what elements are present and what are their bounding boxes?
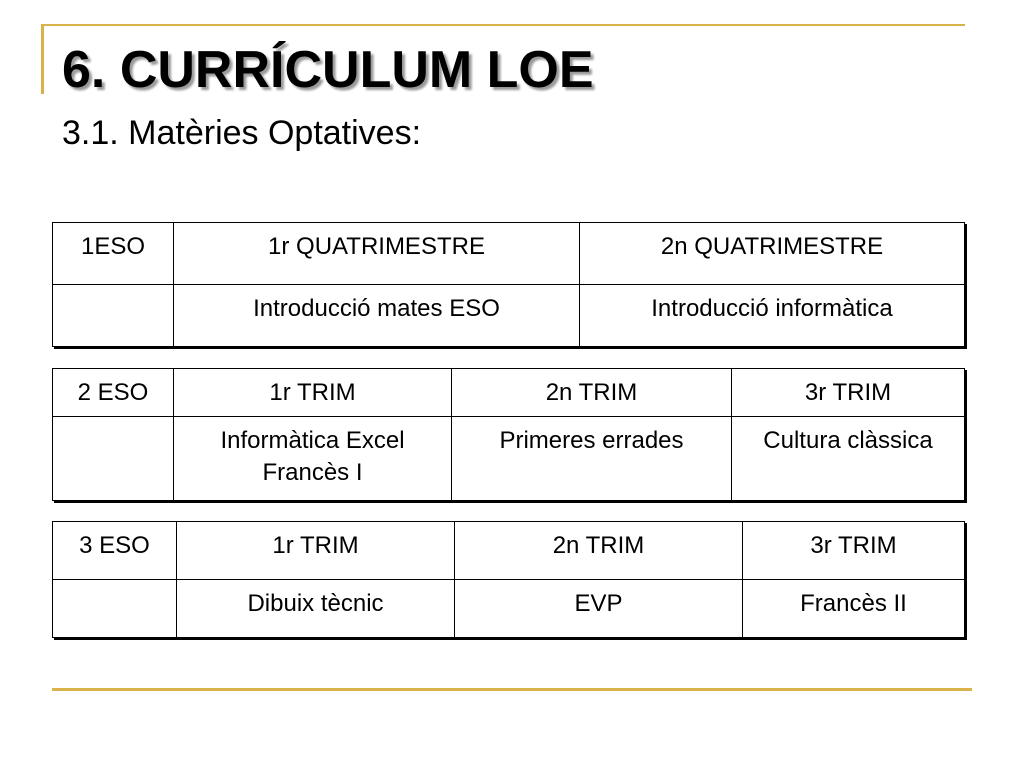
- table-cell-subject: Francès II: [743, 580, 965, 638]
- table-cell-subject: Introducció mates ESO: [174, 285, 580, 347]
- slide-title: 6. CURRÍCULUM LOE: [62, 41, 594, 99]
- table-cell-subject: Cultura clàssica: [732, 417, 965, 501]
- table-cell-period: 1r TRIM: [177, 522, 455, 580]
- table-cell-period: 1r QUATRIMESTRE: [174, 223, 580, 285]
- table-cell-period: 2n TRIM: [452, 369, 732, 417]
- table-cell-period: 3r TRIM: [743, 522, 965, 580]
- table-2eso: [52, 368, 965, 501]
- table-header-row: [53, 223, 965, 285]
- table-row: [53, 580, 965, 638]
- table-3eso: [52, 521, 965, 638]
- table-cell-period: 2n QUATRIMESTRE: [580, 223, 965, 285]
- table-cell-level: 3 ESO: [53, 522, 177, 580]
- table-cell-subject: EVP: [455, 580, 743, 638]
- accent-line-bottom: [52, 688, 972, 691]
- table-cell-period: 3r TRIM: [732, 369, 965, 417]
- table-1eso: [52, 222, 965, 347]
- table-cell-period: 1r TRIM: [174, 369, 452, 417]
- accent-line-top: [41, 24, 965, 26]
- table-cell-subject: Introducció informàtica: [580, 285, 965, 347]
- table-cell-empty: [53, 417, 174, 501]
- table-cell-period: 2n TRIM: [455, 522, 743, 580]
- table-cell-empty: [53, 580, 177, 638]
- table-cell-level: 1ESO: [53, 223, 174, 285]
- table-cell-subject: Dibuix tècnic: [177, 580, 455, 638]
- accent-line-vertical: [41, 24, 44, 94]
- table-header-row: [53, 522, 965, 580]
- slide-subtitle: 3.1. Matèries Optatives:: [62, 114, 422, 152]
- table-cell-subject: Informàtica Excel Francès I: [174, 417, 452, 501]
- table-cell-empty: [53, 285, 174, 347]
- table-cell-level: 2 ESO: [53, 369, 174, 417]
- table-header-row: [53, 369, 965, 417]
- table-row: [53, 285, 965, 347]
- table-row: [53, 417, 965, 501]
- table-cell-subject: Primeres errades: [452, 417, 732, 501]
